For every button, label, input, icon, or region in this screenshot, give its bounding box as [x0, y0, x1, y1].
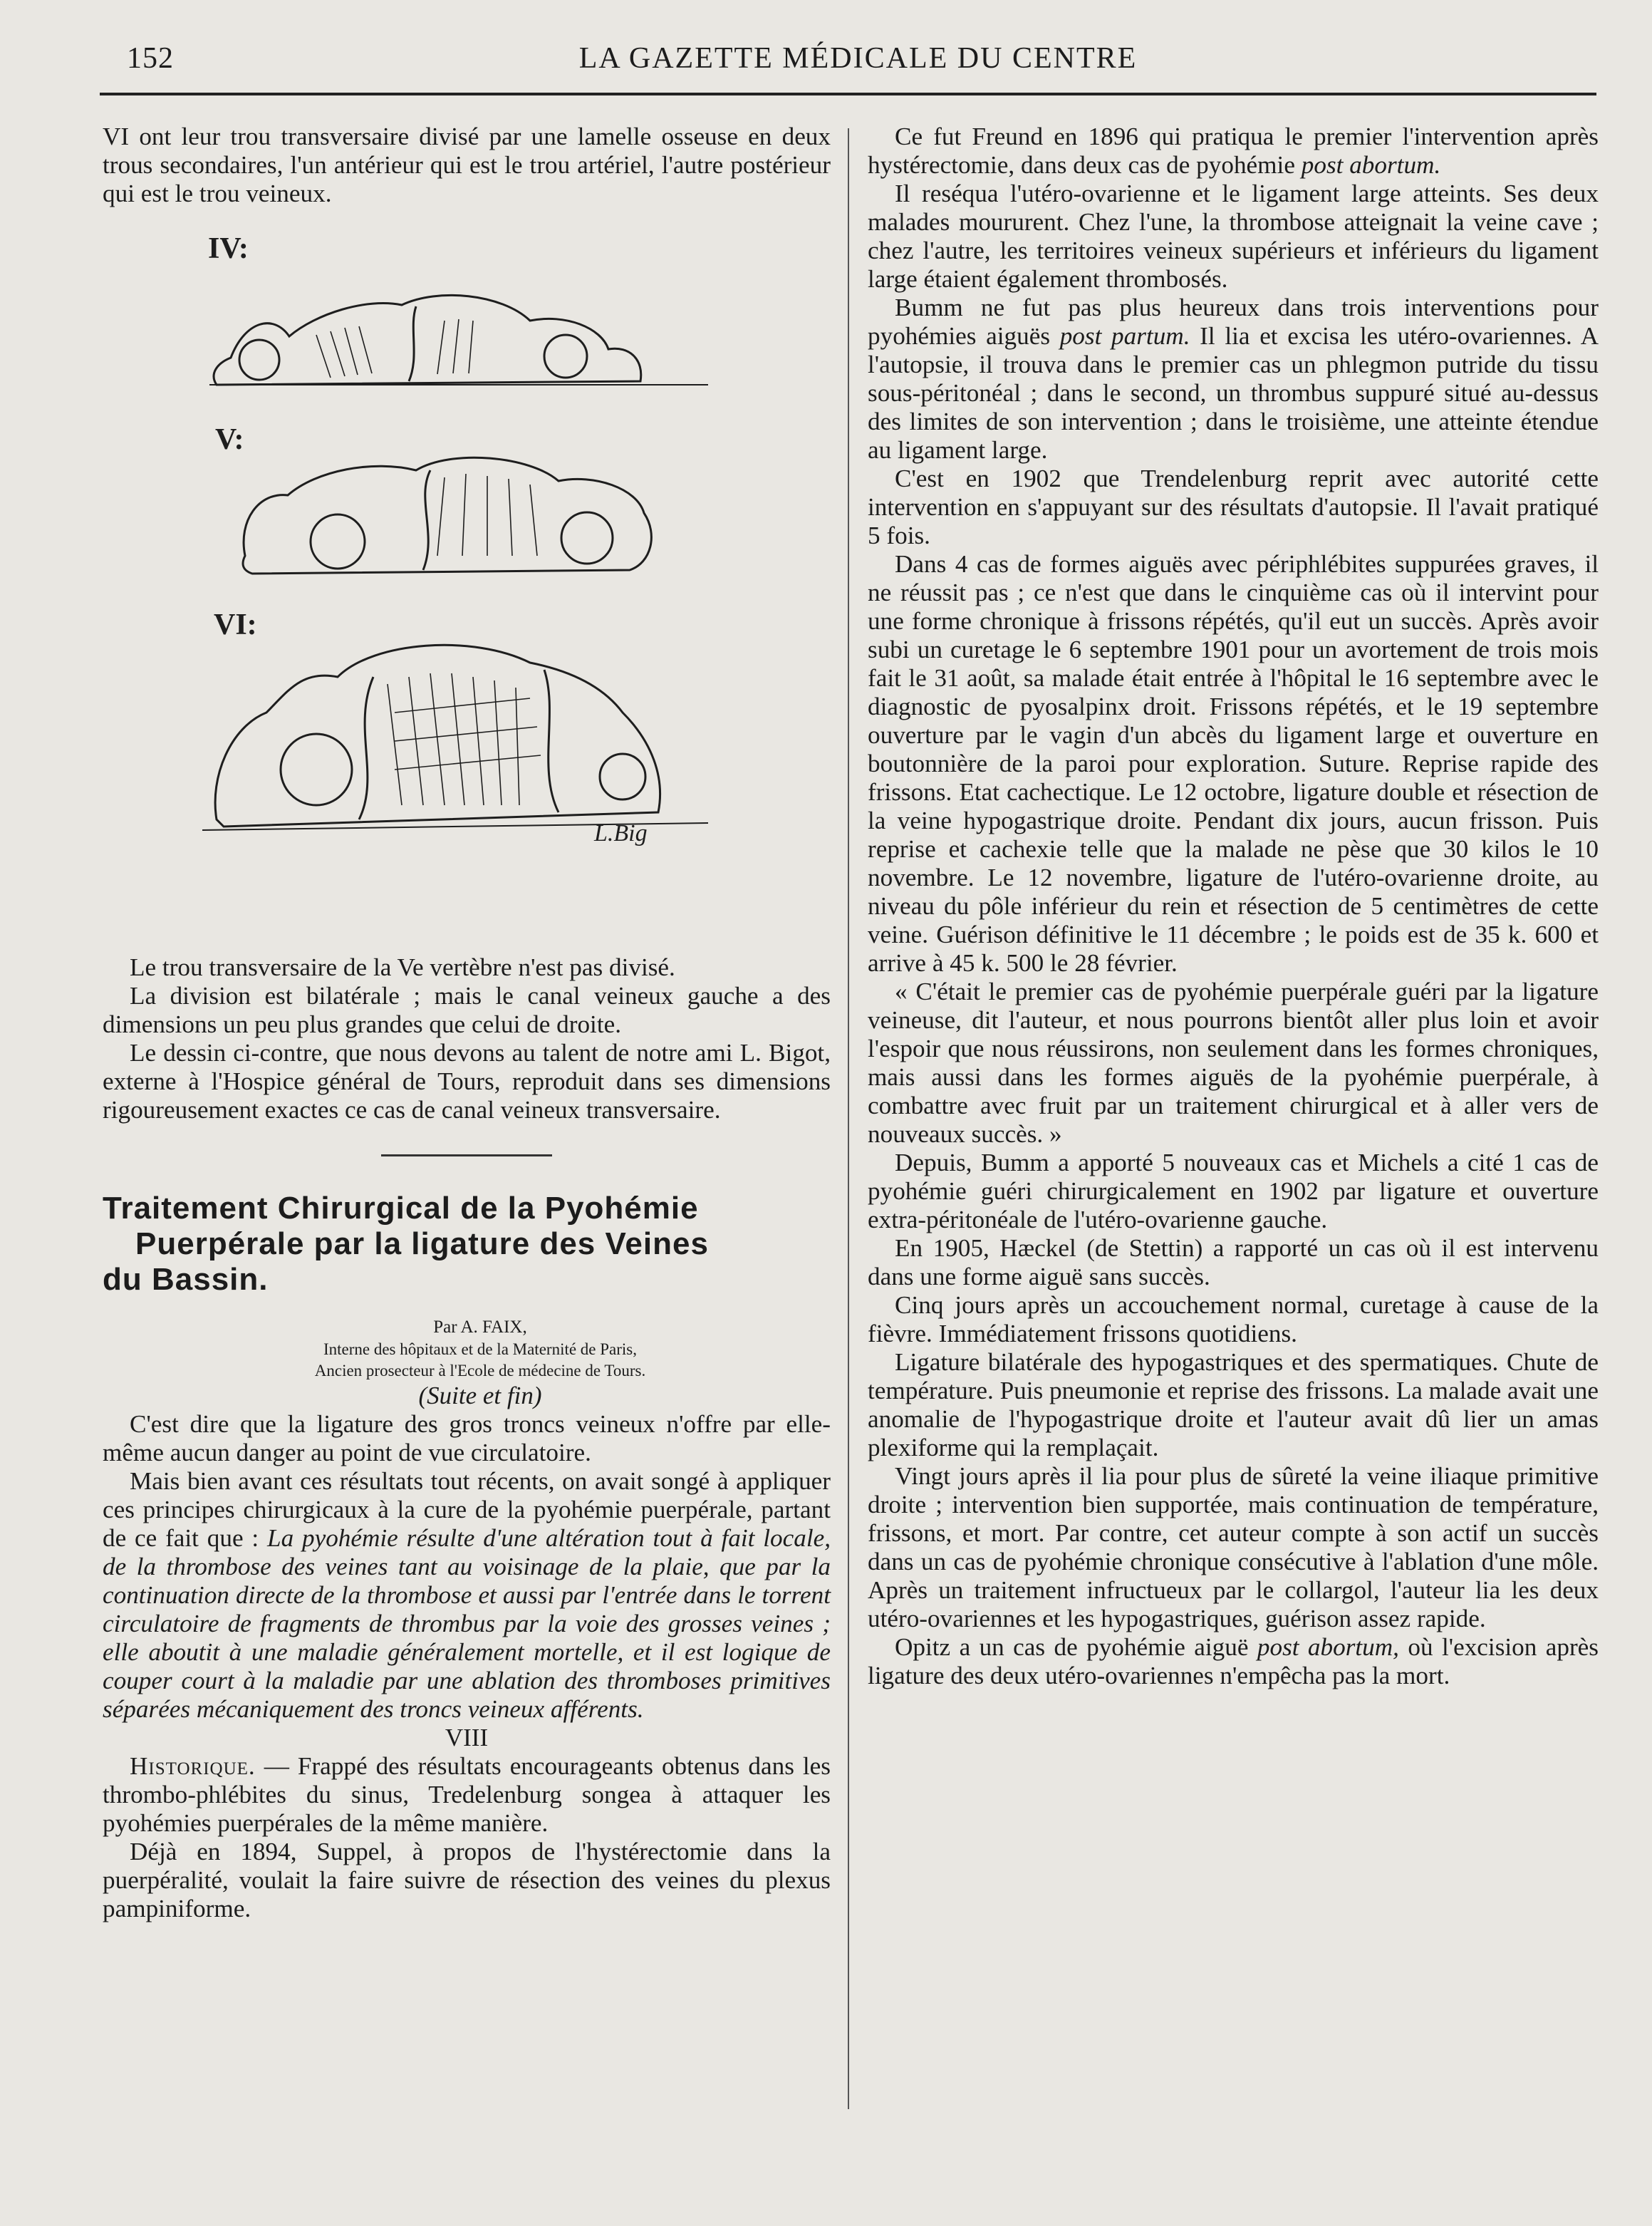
- italic-term: post abortum.: [1301, 151, 1441, 179]
- author-affiliation-1: Interne des hôpitaux et de la Maternité de Paris,: [323, 1340, 638, 1358]
- italic-term: post partum.: [1059, 322, 1190, 350]
- left-column: [103, 123, 831, 1923]
- body-paragraph: Cinq jours après un accouchement normal, curetage à cause de la fièvre. Immédiatement frissons quotidiens.: [868, 1291, 1599, 1347]
- body-paragraph: Depuis, Bumm a apporté 5 nouveaux cas et Michels a cité 1 cas de pyohémie guéri chirurgicalement en 1902 par ligature et ouverture extra-péritonéale de l'utéro-ovarienne gauche.: [868, 1149, 1599, 1233]
- body-text: Ce fut Freund en 1896 qui pratiqua le premier l'intervention après hystérectomie, dans deux cas de pyohémie: [868, 123, 1599, 179]
- quoted-thesis: La pyohémie résulte d'une altération tout à fait locale, de la thrombose des veines tant au voisinage de la plaie, que par la continuation directe de la thrombose et aussi par l'entrée dans le torrent circulatoire de fragments de thrombus par la voie des grosses veines ; elle aboutit à une maladie généralement mortelle, et il est logique de couper court à la maladie par une ablation des thromboses primitives séparées mécaniquement des troncs veineux afférents.: [103, 1524, 831, 1723]
- vertebrae-figure: [103, 214, 831, 933]
- body-paragraph: Déjà en 1894, Suppel, à propos de l'hystérectomie dans la puerpéralité, voulait la faire suivre de résection des veines du plexus pampiniforme.: [103, 1838, 831, 1922]
- section-rule: [381, 1154, 552, 1156]
- figure-label-vi: VI:: [214, 609, 257, 641]
- page-number: 152: [127, 42, 174, 75]
- body-text: — Frappé des résultats encourageants obtenus dans les thrombo-phlébites du sinus, Tredelenburg songea à attaquer les pyohémies puerpérales de la même manière.: [103, 1752, 831, 1837]
- journal-title: LA GAZETTE MÉDICALE DU CENTRE: [578, 42, 1138, 75]
- article-title-line-1: Traitement Chirurgical de la Pyohémie: [103, 1191, 699, 1226]
- body-text: où l'excision après ligature des deux utéro-ovariennes n'empêcha pas la mort.: [868, 1633, 1599, 1689]
- intro-paragraph: VI ont leur trou transversaire divisé par une lamelle osseuse en deux trous secondaires, l'un antérieur qui est le trou artériel, l'autre postérieur qui est le trou veineux.: [103, 123, 831, 207]
- body-paragraph: Il reséqua l'utéro-ovarienne et le ligament large atteints. Ses deux malades moururent. Chez l'une, la thrombose atteignait la veine cave ; chez l'autre, les territoires veineux supérieurs et inférieurs du ligament large étaient également thrombosés.: [868, 180, 1599, 293]
- body-paragraph: [103, 1467, 831, 1724]
- header-rule: [100, 93, 1596, 95]
- figure-note-2: La division est bilatérale ; mais le canal veineux gauche a des dimensions un peu plus grandes que celui de droite.: [103, 982, 831, 1038]
- italic-term: post abortum,: [1257, 1633, 1399, 1661]
- body-paragraph: [868, 1633, 1599, 1690]
- figure-note-3: Le dessin ci-contre, que nous devons au talent de notre ami L. Bigot, externe à l'Hospice général de Tours, reproduit dans ses dimensions rigoureusement exactes ce cas de canal veineux transversaire.: [103, 1039, 831, 1124]
- body-paragraph: C'est en 1902 que Trendelenburg reprit avec autorité cette intervention en s'appuyant sur des résultats d'autopsie. Il l'avait pratiqué 5 fois.: [868, 465, 1599, 549]
- article-title: [103, 1191, 831, 1298]
- article-title-line-3: du Bassin.: [103, 1262, 269, 1297]
- continuation-note: (Suite et fin): [418, 1382, 542, 1409]
- figure-label-iv: IV:: [208, 232, 249, 265]
- vertebra-iv: [209, 295, 708, 385]
- body-paragraph: [868, 123, 1599, 180]
- section-number: VIII: [445, 1724, 489, 1751]
- running-head: [127, 41, 1589, 80]
- article-title-line-2: Puerpérale par la ligature des Veines: [135, 1226, 709, 1261]
- body-text: Bumm ne fut pas plus heureux dans trois interventions pour pyohémies aiguës: [868, 294, 1599, 350]
- artist-signature: L.Big: [594, 820, 648, 847]
- historique-label: Historique.: [130, 1752, 256, 1780]
- body-text: Il lia et excisa les utéro-ovariennes. A l'autopsie, il trouva dans le premier cas un phlegmon putride du tissu sous-péritonéal ; dans le second, un thrombus suppuré situé au-dessus des limites de son intervention ; dans le troisième, une atteinte étendue au ligament large.: [868, 322, 1599, 464]
- historique-paragraph: [103, 1752, 831, 1838]
- body-paragraph: « C'était le premier cas de pyohémie puerpérale guéri par la ligature veineuse, dit l'auteur, et nous pourrons bientôt aller plus loin et avoir l'espoir que nous réussirons, non seulement dans les formes chroniques, mais aussi dans les formes aiguës de la pyohémie puerpérale, à combattre avec fruit par un traitement chirurgical et à aller vers de nouveaux succès. »: [868, 978, 1599, 1148]
- body-paragraph: Dans 4 cas de formes aiguës avec périphlébites suppurées graves, il ne réussit pas ; ce n'est que dans le cinquième cas où il intervint pour une forme chronique à frissons répétés, qu'il eut un succès. Après avoir subi un curetage le 6 septembre 1901 pour un avortement de trois mois fait le 31 août, sa malade était entrée à l'hôpital le 16 septembre avec le diagnostic de pyosalpinx droit. Frissons répétés, et le 19 septembre ouverture par le vagin d'un abcès du ligament large et ouverture en boutonnière de la paroi pour exploration. Suture. Reprise rapide des frissons. Etat cachectique. Le 12 octobre, ligature double et résection de la veine hypogastrique droite. Pendant dix jours, aucun frisson. Puis reprise et cachexie telle que la malade ne pèse que 30 kilos le 10 novembre. Le 12 novembre, ligature de l'utéro-ovarienne droite, au niveau du pôle inférieur du rein et résection de 5 centimètres de cette veine. Guérison définitive le 11 décembre ; le poids est de 35 k. 600 et arrive à 45 k. 500 le 28 février.: [868, 550, 1599, 977]
- right-column: [868, 123, 1599, 1690]
- figure-note-1: Le trou transversaire de la Ve vertèbre n'est pas divisé.: [130, 953, 675, 981]
- body-paragraph: C'est dire que la ligature des gros troncs veineux n'offre par elle-même aucun danger au point de vue circulatoire.: [103, 1410, 831, 1466]
- vertebrae-drawing: [103, 214, 831, 933]
- author-byline: Par A. FAIX,: [433, 1318, 527, 1337]
- vertebra-vi: [202, 645, 708, 830]
- body-paragraph: Ligature bilatérale des hypogastriques et des spermatiques. Chute de température. Puis pneumonie et reprise des frissons. La malade avait une anomalie de l'hypogastrique droite et l'auteur avait dû lier un amas plexiforme qui la remplaçait.: [868, 1348, 1599, 1461]
- vertebra-v: [243, 457, 651, 574]
- body-paragraph: Vingt jours après il lia pour plus de sûreté la veine iliaque primitive droite ; intervention bien supportée, mais continuation de température, frissons, et mort. Par contre, cet auteur compte à son actif un succès dans un cas de pyohémie chronique consécutive à l'ablation d'une môle. Après un traitement infructueux par le collargol, l'auteur lia les deux utéro-ovariennes et les hypogastriques, guérison assez rapide.: [868, 1462, 1599, 1632]
- body-paragraph: [868, 294, 1599, 465]
- author-affiliation-2: Ancien prosecteur à l'Ecole de médecine de Tours.: [314, 1362, 646, 1379]
- figure-label-v: V:: [215, 423, 244, 456]
- body-paragraph: En 1905, Hæckel (de Stettin) a rapporté un cas où il est intervenu dans une forme aiguë sans succès.: [868, 1234, 1599, 1290]
- column-divider: [848, 128, 849, 2109]
- body-text: Mais bien avant ces résultats tout récents, on avait songé à appliquer ces principes chirurgicaux à la cure de la pyohémie puerpérale, partant de ce fait que :: [103, 1467, 831, 1552]
- body-text: Opitz a un cas de pyohémie aiguë: [895, 1633, 1257, 1661]
